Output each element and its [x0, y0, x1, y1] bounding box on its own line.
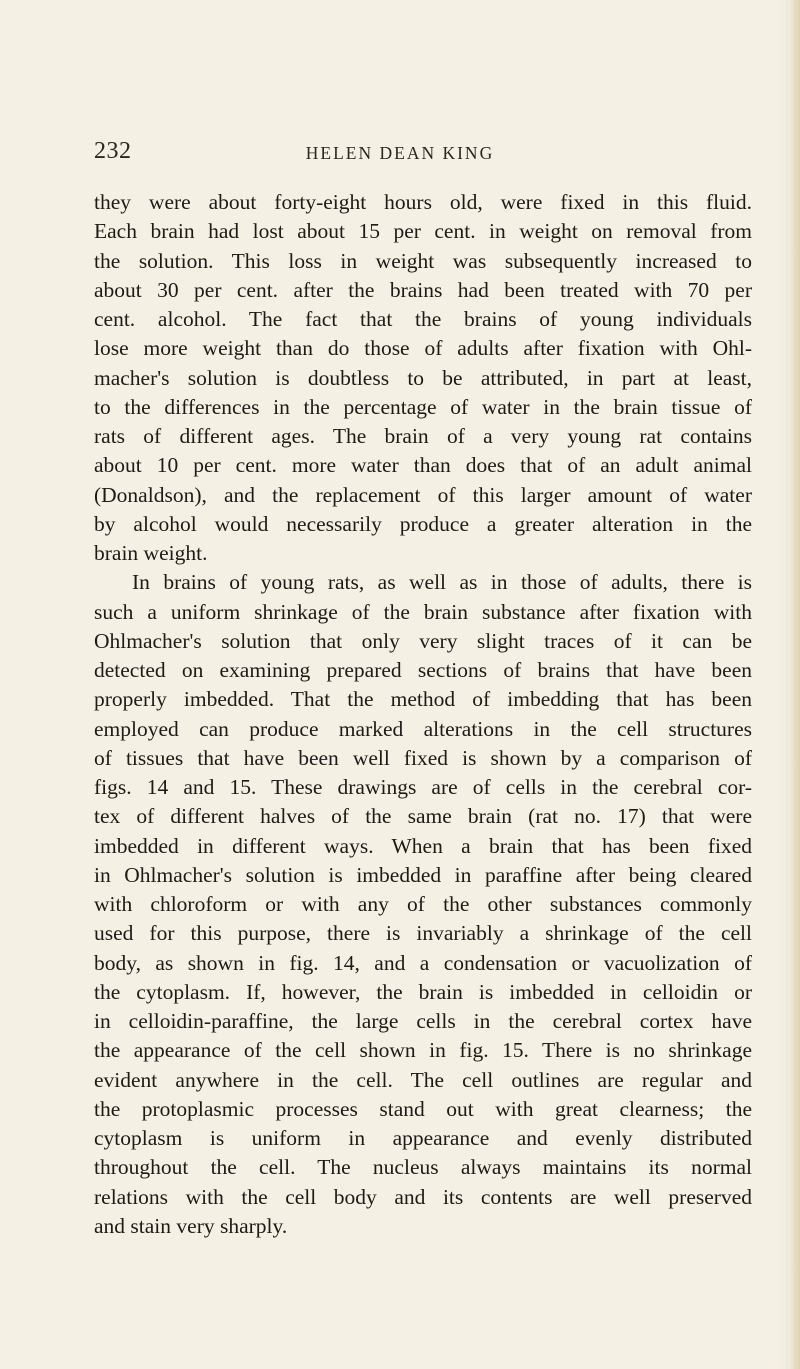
text-line: In brains of young rats, as well as in those of adults, there is	[132, 570, 752, 595]
text-line: Ohlmacher's solution that only very slight traces of it can be	[94, 628, 752, 653]
running-head: HELEN DEAN KING	[305, 143, 495, 163]
text-line: (Donaldson), and the replacement of this larger amount of water	[94, 482, 752, 507]
text-line: cent. alcohol. The fact that the brains of young individuals	[94, 307, 752, 331]
text-line: body, as shown in fig. 14, and a condensation or vacuolization of	[94, 950, 752, 975]
text-line: figs. 14 and 15. These drawings are of cells in the cerebral cor-	[94, 775, 752, 799]
text-line: in celloidin-paraffine, the large cells in the cerebral cortex have	[94, 1009, 752, 1033]
text-line: Each brain had lost about 15 per cent. in weight on removal from	[94, 219, 752, 244]
text-line: brain weight.	[94, 541, 208, 565]
text-line: about 10 per cent. more water than does that of an adult animal	[94, 453, 752, 478]
text-line: rats of different ages. The brain of a very young rat contains	[94, 424, 752, 448]
text-line: by alcohol would necessarily produce a greater alteration in the	[94, 511, 752, 536]
text-line: employed can produce marked alterations in the cell structures	[94, 716, 752, 741]
text-line: used for this purpose, there is invariably a shrinkage of the cell	[94, 921, 752, 946]
text-line: cytoplasm is uniform in appearance and evenly distributed	[94, 1126, 752, 1150]
text-line: macher's solution is doubtless to be attributed, in part at least,	[94, 365, 752, 390]
text-line: imbedded in different ways. When a brain that has been fixed	[94, 833, 752, 858]
text-line: detected on examining prepared sections of brains that have been	[94, 658, 752, 682]
text-line: throughout the cell. The nucleus always maintains its normal	[94, 1155, 752, 1180]
text-line: in Ohlmacher's solution is imbedded in paraffine after being cleared	[94, 862, 752, 887]
text-line: evident anywhere in the cell. The cell outlines are regular and	[94, 1067, 752, 1092]
text-line: and stain very sharply.	[94, 1213, 288, 1238]
text-line: of tissues that have been well fixed is shown by a comparison of	[94, 745, 752, 770]
text-line: the solution. This loss in weight was subsequently increased to	[94, 248, 752, 273]
text-line: the protoplasmic processes stand out with great clearness; the	[94, 1096, 752, 1121]
text-line: they were about forty-eight hours old, were fixed in this fluid.	[94, 190, 752, 214]
text-line: tex of different halves of the same brain (rat no. 17) that were	[94, 804, 752, 829]
body-text	[94, 188, 752, 1241]
text-line: the appearance of the cell shown in fig. 15. There is no shrinkage	[94, 1038, 752, 1063]
text-line: such a uniform shrinkage of the brain substance after fixation with	[94, 599, 752, 624]
text-line: to the differences in the percentage of water in the brain tissue of	[94, 394, 752, 419]
text-line: lose more weight than do those of adults after fixation with Ohl-	[94, 336, 752, 361]
text-line: relations with the cell body and its contents are well preserved	[94, 1184, 752, 1209]
text-line: properly imbedded. That the method of imbedding that has been	[94, 687, 752, 712]
text-line: the cytoplasm. If, however, the brain is imbedded in celloidin or	[94, 979, 752, 1004]
text-line: with chloroform or with any of the other substances commonly	[94, 892, 752, 916]
text-line: about 30 per cent. after the brains had been treated with 70 per	[94, 277, 752, 302]
page-number: 232	[94, 138, 132, 164]
page-edge-shadow	[790, 0, 800, 1369]
